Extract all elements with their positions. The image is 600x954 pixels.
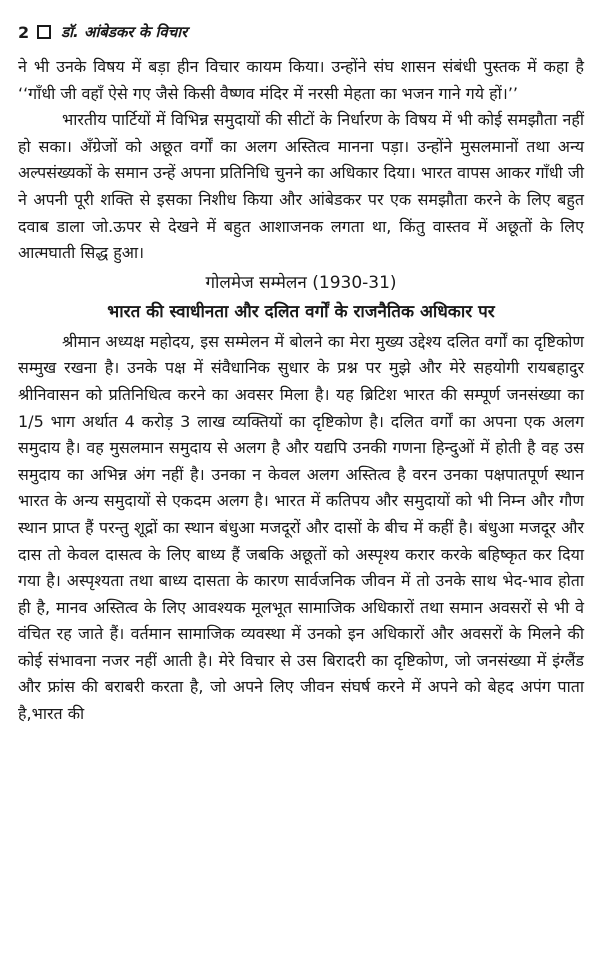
page-number: 2 xyxy=(18,22,30,42)
book-title: डॉ. आंबेडकर के विचार xyxy=(61,23,188,41)
section-subheading: भारत की स्वाधीनता और दलित वर्गों के राजनैतिक अधिकार पर xyxy=(107,301,495,322)
speech-paragraph: श्रीमान अध्यक्ष महोदय, इस सम्मेलन में बोलने का मेरा मुख्य उद्देश्य दलित वर्गों का दृष्टिकोण सम्मुख रखना है। उनके पक्ष में संवैधानिक सुधार के प्रश्न पर मुझे और मेरे सहयोगी रायबहादुर श्रीनिवासन को प्रतिनिधित्व करने का अवसर मिला है। यह ब्रिटिश भारत की सम्पूर्ण जनसंख्या का 1/5 भाग अर्थात 4 करोड़ 3 लाख व्यक्तियों का दृष्टिकोण है। दलित वर्गों का अपना एक अलग समुदाय है। वह मुसलमान समुदाय से अलग है और यद्यपि उनकी गणना हिन्दुओं में होती है वह उस समुदाय का अभिन्न अंग नहीं है। उनका न केवल अलग अस्तित्व है वरन उनका पक्षपातपूर्ण स्थान भारत के अन्य समुदायों से एकदम अलग है। भारत में कतिपय और समुदायों को भी निम्न और गौण स्थान प्राप्त हैं परन्तु शूद्रों का स्थान बंधुआ मजदूरों और दासों के बीच में कहीं है। बंधुआ मजदूर और दास तो केवल दासत्व के लिए बाध्य हैं जबकि अछूतों को अस्पृश्य करार करके बहिष्कृत कर दिया गया है। अस्पृश्यता तथा बाध्य दासता के कारण सार्वजनिक जीवन में तो उनके साथ भेद-भाव होता ही है, मानव अस्तित्व के लिए आवश्यक मूलभूत सामाजिक अधिकारों तथा समान अवसरों से भी वे वंचित रह जाते हैं। वर्तमान सामाजिक व्यवस्था में उनको इन अधिकारों और अवसरों के मिलने की कोई संभावना नजर नहीं आती है। मेरे विचार से उस बिरादरी का दृष्टिकोण, जो जनसंख्या में इंग्लैंड और फ्रांस की बराबरी करता है, जो अपने लिए जीवन संघर्ष करने में अपने को बेहद अपंग पाता है,भारत की xyxy=(18,331,584,724)
book-page xyxy=(18,10,584,728)
running-header xyxy=(18,10,584,54)
paragraph-parties: भारतीय पार्टियों में विभिन्न समुदायों की सीटों के निर्धारण के विषय में भी कोई समझौता नहीं हो सका। अँग्रेजों को अछूत वर्गों का अलग अस्तित्व मानना पड़ा। उन्होंने मुसलमानों तथा अन्य अल्पसंख्यकों के समान उन्हें अपना प्रतिनिधि चुनने का अधिकार दिया। भारत वापस आकर गाँधी जी ने अपनी पूरी शक्ति से इसका निशीध किया और आंबेडकर पर एक समझौता करने के लिए बहुत दवाब डाला जो.ऊपर से देखने में बहुत आशाजनक लगता था, किंतु वास्तव में अछूतों के लिए आत्मघाती सिद्ध हुआ। xyxy=(18,110,584,263)
opening-paragraph: ने भी उनके विषय में बड़ा हीन विचार कायम किया। उन्होंने संघ शासन संबंधी पुस्तक में कहा है ‘‘गाँधी जी वहाँ ऐसे गए जैसे किसी वैष्णव मंदिर में नरसी मेहता का भजन गाने गये हों।’’ xyxy=(18,57,584,103)
section-heading: गोलमेज सम्मेलन (1930-31) xyxy=(205,272,397,293)
square-box-icon xyxy=(37,25,51,39)
